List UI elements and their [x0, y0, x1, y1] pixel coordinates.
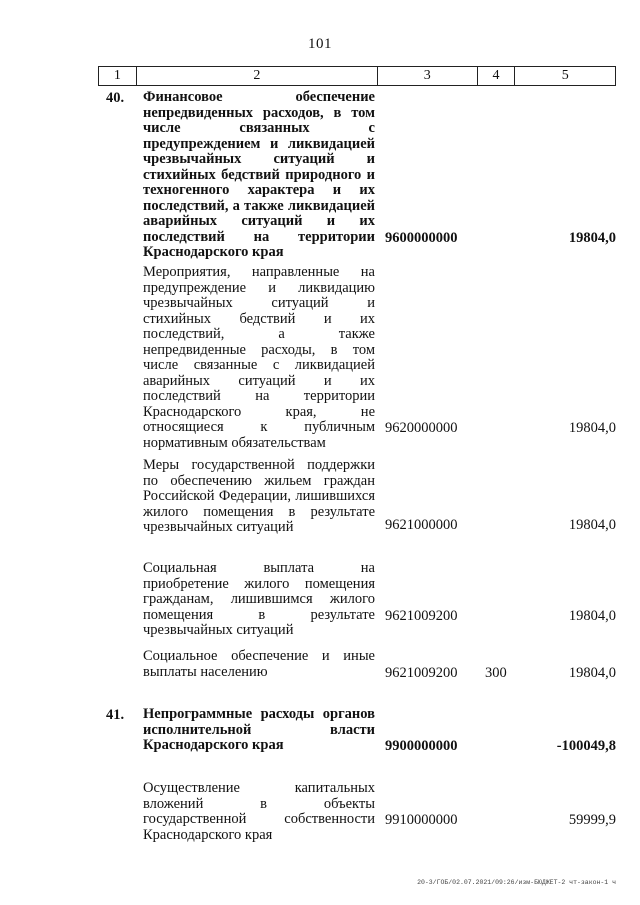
row-name: Меры государственной поддержки по обеспечению жильем граждан Российской Федерации, лишившихся жилого помещения в результате чрезвычайных ситуаций — [143, 457, 375, 535]
header-col-4: 4 — [478, 67, 516, 85]
page-number: 101 — [308, 36, 332, 52]
row-name: Финансовое обеспечение непредвиденных расходов, в том числе связанных с предупреждением и ликвидацией чрезвычайных ситуаций и стихийных бедствий природного и техногенного характера и их последствий, а также ликвидацией аварийных ситуаций и их последствий на территории Краснодарского края — [143, 89, 375, 260]
row-number: 41. — [106, 707, 125, 723]
row-code: 9621000000 — [385, 517, 458, 533]
row-sum: 19804,0 — [568, 230, 616, 246]
row-sum: 59999,9 — [568, 812, 616, 828]
row-sum: 19804,0 — [568, 608, 616, 624]
row-name: Мероприятия, направленные на предупреждение и ликвидацию чрезвычайных ситуаций и стихийных бедствий и их последствий, а также непредвиденные расходы, в том числе связанные с ликвидацией аварийных ситуаций и их последствий на территории Краснодарского края, не относящиеся к публичным нормативным обязательствам — [143, 264, 375, 451]
row-sum: 19804,0 — [568, 517, 616, 533]
row-name: Социальное обеспечение и иные выплаты населению — [143, 648, 375, 680]
row-sum: 19804,0 — [568, 665, 616, 681]
row-code: 9910000000 — [385, 812, 458, 828]
table-header — [98, 66, 616, 86]
document-footer: 20-3/ГОБ/02.07.2021/09:26/изм-БЮДЖЕТ-2 чт-закон-1 ч — [417, 879, 616, 886]
header-col-1: 1 — [99, 67, 137, 85]
row-code: 9600000000 — [385, 230, 458, 246]
row-sum: -100049,8 — [556, 738, 616, 754]
row-code: 9621009200 — [385, 608, 458, 624]
row-sum: 19804,0 — [568, 420, 616, 436]
header-col-5: 5 — [561, 68, 569, 83]
row-number: 40. — [106, 90, 125, 106]
row-code: 9620000000 — [385, 420, 458, 436]
row-name: Непрограммные расходы органов исполнительной власти Краснодарского края — [143, 706, 375, 753]
header-col-2: 2 — [137, 67, 378, 85]
row-name: Осуществление капитальных вложений в объекты государственной собственности Краснодарского края — [143, 780, 375, 843]
row-code: 9621009200 — [385, 665, 458, 681]
row-name: Социальная выплата на приобретение жилого помещения гражданам, лишившимся жилого помещения в результате чрезвычайных ситуаций — [143, 560, 375, 638]
row-type: 300 — [485, 665, 507, 681]
header-col-3: 3 — [378, 67, 478, 85]
row-code: 9900000000 — [385, 738, 458, 754]
